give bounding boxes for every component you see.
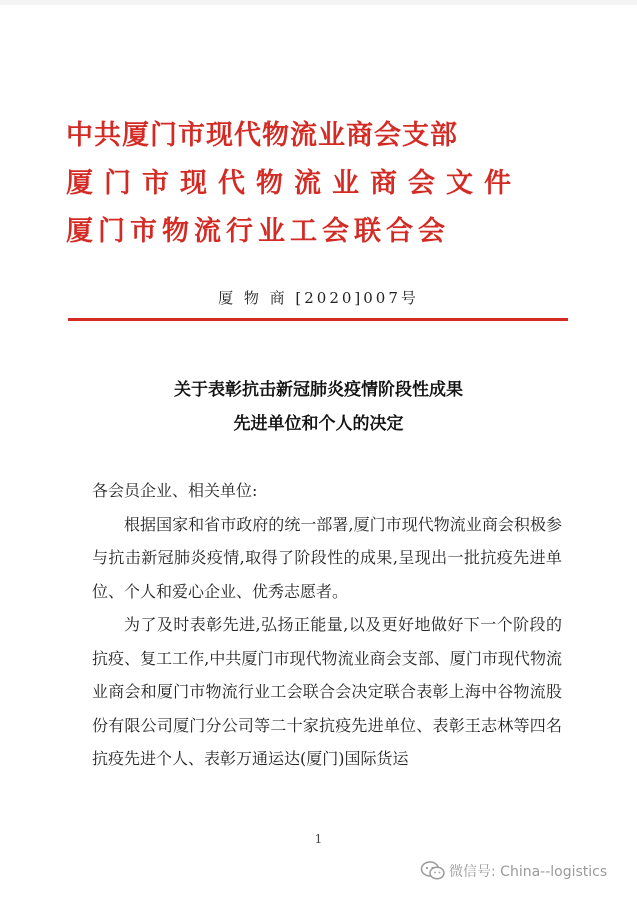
watermark-text: 微信号: China--logistics (449, 864, 608, 880)
header-line-trade-union: 厦门市物流行业工会联合会 (66, 216, 450, 247)
salutation: 各会员企业、相关单位: (92, 481, 258, 500)
body-paragraph-1: 根据国家和省市政府的统一部署,厦门市现代物流业商会积极参与抗击新冠肺炎疫情,取得了阶段性的成果,呈现出一批抗疫先进单位、个人和爱心企业、优秀志愿者。 (92, 514, 562, 601)
document-number: 厦 物 商 [2020]007号 (218, 289, 419, 307)
red-divider-rule (68, 318, 568, 321)
title-line-1: 关于表彰抗击新冠肺炎疫情阶段性成果 (174, 380, 463, 400)
title-line-2: 先进单位和个人的决定 (233, 414, 404, 434)
wechat-icon (420, 860, 446, 882)
page-number: 1 (314, 832, 323, 846)
header-line-chamber-document: 厦门市现代物流业商会文件 (66, 168, 522, 199)
header-line-party-branch: 中共厦门市现代物流业商会支部 (66, 120, 458, 151)
document-body (92, 474, 562, 776)
page-top-edge (0, 0, 637, 5)
document-header (66, 112, 586, 256)
body-paragraph-2: 为了及时表彰先进,弘扬正能量,以及更好地做好下一个阶段的抗疫、复工工作,中共厦门市现代物流业商会支部、厦门市现代物流业商会和厦门市物流行业工会联合会决定联合表彰上海中谷物流股份有限公司厦门分公司等二十家抗疫先进单位、表彰王志林等四名抗疫先进个人、表彰万通运达(厦门)国际货运 (92, 615, 562, 768)
document-title (0, 373, 637, 441)
wechat-watermark (420, 860, 607, 882)
